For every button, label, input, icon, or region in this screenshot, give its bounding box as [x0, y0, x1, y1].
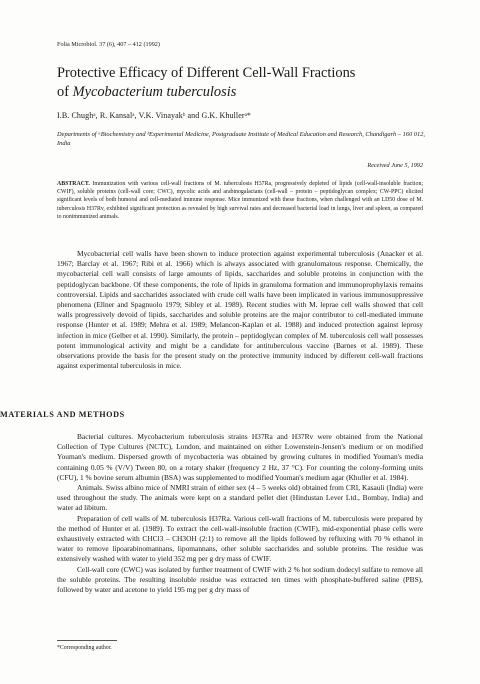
footnote: *Corresponding author.: [57, 645, 112, 651]
title-organism: Mycobacterium tuberculosis: [72, 84, 237, 100]
intro-paragraph: Mycobacterial cell walls have been shown to induce protection against experimental tuberculosis (Anacker et al. 1967; Barclay et al. 1967; Ribi et al. 1966) which is always associated with granulomatous response. Chemically, the mycobacterial cell wall consists of large amounts of lipids, saccharides and soluble proteins in conjunction with the peptidoglycan backbone. Of these components, the role of lipids in granuloma formation and immunoprophylaxis remains controversial. Lipids and saccharides associated with crude cell walls have been implicated in various immunosuppressive phenomena (Ellner and Spagnuolo 1979; Sibley et al. 1989). Recent studies with M. leprae cell walls showed that cell walls progressively devoid of lipids, saccharides and soluble proteins are the major contributor to cell-mediated immune response (Hunter et al. 1989; Mehra et al. 1989; Melancon-Kaplan et al. 1988) and induced protection against leprosy infection in mice (Gelber et al. 1990). Similarly, the protein – peptidoglycan complex of M. tuberculosis cell wall possesses potent immunological activity and might be a candidate for antituberculous vaccine (Barnes et al. 1989). These observations provide the basis for the present study on the protective immunity induced by different cell-wall fractions against experimental tuberculosis in mice.: [57, 249, 423, 371]
methods-cell-wall-core: Cell-wall core (CWC) was isolated by further treatment of CWIF with 2 % hot sodium dodecyl sulfate to remove all the soluble proteins. The resulting insoluble residue was extracted ten times with phosphate-buffered saline (PBS), followed by water and acetone to yield 195 mg per g dry mass of: [57, 564, 423, 595]
introduction: [57, 249, 423, 371]
journal-citation: Folia Microbiol. 37 (6), 407 – 412 (1992): [57, 41, 160, 48]
title-line-1: Protective Efficacy of Different Cell-Wall Fractions: [57, 65, 356, 81]
footnote-divider: [57, 640, 117, 641]
methods-body: [57, 432, 423, 595]
abstract-label: ABSTRACT.: [57, 181, 90, 187]
methods-cell-wall-prep: Preparation of cell walls of M. tuberculosis H37Ra. Various cell-wall fractions of M. tuberculosis were prepared by the method of Hunter et al. (1989). To extract the cell-wall-insoluble fraction (CWIF), mid-exponential phase cells were exhaustively extracted with CHCl3 – CH3OH (2:1) to remove all the lipids followed by refluxing with 70 % ethanol in water to remove lipoarabinomannans, lipomannans, other soluble saccharides and soluble proteins. The residue was extensively washed with water to yield 352 mg per g dry mass of CWIF.: [57, 513, 423, 564]
affiliation: Departments of ᵃBiochemistry and ᵇExperimental Medicine, Postgraduate Institute of Medical Education and Research, Chandigarh – 160 012, India: [57, 131, 425, 147]
methods-animals: Animals. Swiss albino mice of NMRI strain of either sex (4 – 5 weeks old) obtained from CRI, Kasauli (India) were used throughout the study. The animals were kept on a standard pellet diet (Hindustan Lever Ltd., Bombay, India) and water ad libitum.: [57, 483, 423, 513]
methods-bacterial-cultures: Bacterial cultures. Mycobacterium tuberculosis strains H37Ra and H37Rv were obtained from the National Collection of Type Cultures (NCTC), London, and maintained on either Lowenstein-Jensen's medium or on modified Youman's medium. Dispersed growth of mycobacteria was obtained by growing cultures in modified Youman's media containing 0.05 % (V/V) Tween 80, on a rotary shaker (frequency 2 Hz, 37 °C). For counting the colony-forming units (CFU), 1 % bovine serum albumin (BSA) was supplemented to modified Youman's medium agar (Khuller et al. 1984).: [57, 432, 423, 482]
title-line-2: [57, 83, 437, 102]
title-prefix: of: [57, 84, 73, 100]
author-list: I.B. Chughᵃ, R. Kansalᵃ, V.K. Vinayakᵇ and G.K. Khullerᵃ*: [57, 111, 252, 120]
article-title: [57, 64, 437, 102]
abstract: [57, 180, 423, 221]
section-heading-methods: MATERIALS AND METHODS: [0, 410, 125, 419]
received-date: Received June 5, 1992: [367, 162, 423, 169]
abstract-text: Immunization with various cell-wall fractions of M. tuberculosis H37Ra, progressively depleted of lipids (cell-wall-insoluble fraction; CWIF), soluble proteins (cell-wall core; CWC), mycolic acids and arabinogalactans (cell-wall – protein – peptidoglycan complex; CW-PPC) elicited significant levels of both humoral and cell-mediated immune response. Mice immunized with these fractions, when challenged with an LD50 dose of M. tuberculosis H37Rv, exhibited significant protection as revealed by high survival rates and decreased bacterial load in lungs, liver and spleen, as compared to nonimmunized animals.: [57, 181, 423, 220]
